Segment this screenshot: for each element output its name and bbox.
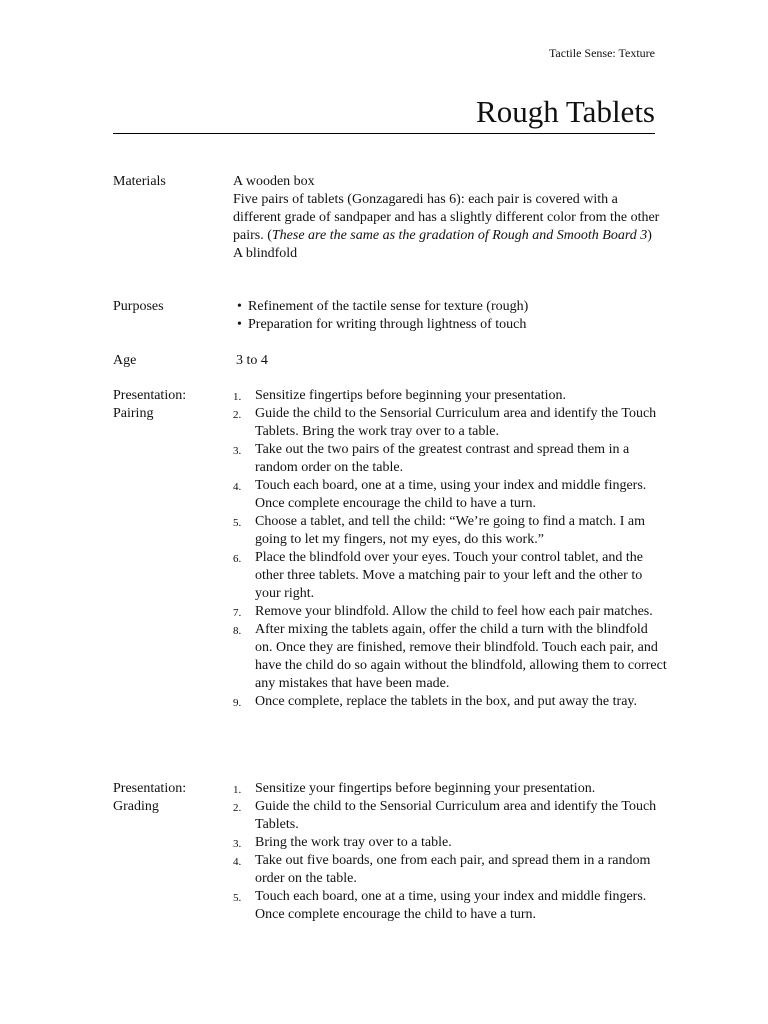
step-number: 3. (233, 838, 242, 850)
step-text: Remove your blindfold. Allow the child to feel how each pair matches. (255, 604, 653, 619)
pairing-step (233, 513, 668, 549)
pairing-step (233, 405, 668, 441)
materials-box: A wooden box (233, 174, 315, 189)
grading-label-heading: Presentation: (113, 781, 187, 796)
pairing-step (233, 621, 668, 693)
step-text: Sensitize fingertips before beginning your presentation. (255, 388, 567, 403)
grading-steps (233, 780, 668, 924)
pairing-step (233, 549, 668, 603)
step-number: 6. (233, 553, 242, 565)
step-text: After mixing the tablets again, offer the child a turn with the blindfold on. Once they are finished, remove their blindfold. Touch each pair, and have the child do so again without the blindfold, allowing them to correct any mistakes that have been made. (255, 622, 667, 691)
step-text: Touch each board, one at a time, using your index and middle fingers. Once complete encourage the child to have a turn. (255, 889, 647, 922)
step-number: 1. (233, 784, 242, 796)
step-text: Once complete, replace the tablets in the box, and put away the tray. (255, 694, 637, 709)
purpose-item: • Preparation for writing through lightness of touch (233, 316, 668, 334)
step-number: 1. (233, 391, 242, 403)
grading-label (113, 780, 228, 816)
materials-blindfold: A blindfold (233, 246, 298, 261)
materials-label: Materials (113, 174, 166, 189)
step-text: Guide the child to the Sensorial Curriculum area and identify the Touch Tablets. Bring the work tray over to a table. (255, 406, 657, 439)
step-text: Take out the two pairs of the greatest contrast and spread them in a random order on the table. (255, 442, 630, 475)
page-header: Tactile Sense: Texture (548, 46, 655, 60)
pairing-step (233, 387, 668, 405)
page-title: Rough Tablets (476, 94, 655, 129)
purposes-list (233, 298, 668, 334)
grading-content (233, 780, 668, 924)
age-label: Age (113, 353, 137, 368)
pairing-steps (233, 387, 668, 711)
step-text: Place the blindfold over your eyes. Touch your control tablet, and the other three tablets. Move a matching pair to your left and the other to your right. (255, 550, 643, 601)
step-text: Guide the child to the Sensorial Curriculum area and identify the Touch Tablets. (255, 799, 657, 832)
pairing-content (233, 387, 668, 711)
step-text: Choose a tablet, and tell the child: “We’re going to find a match. I am going to let my fingers, not my eyes, do this work.” (255, 514, 645, 547)
age-value: 3 to 4 (236, 353, 268, 368)
purposes-label: Purposes (113, 299, 164, 314)
pairing-step (233, 441, 668, 477)
pairing-label (113, 387, 228, 423)
materials-tablets (233, 191, 668, 245)
materials-tablets-note: These are the same as the gradation of Rough and Smooth Board 3 (271, 228, 648, 243)
pairing-step (233, 603, 668, 621)
step-text: Take out five boards, one from each pair, and spread them in a random order on the table. (255, 853, 651, 886)
step-number: 8. (233, 625, 242, 637)
step-number: 7. (233, 607, 242, 619)
step-number: 2. (233, 802, 242, 814)
materials-tablets-text: Five pairs of tablets (Gonzagaredi has 6): each pair is covered with a different grade of sandpaper and has a slightly different color from the other pairs. ( (233, 192, 660, 243)
purpose-item: • Refinement of the tactile sense for texture (rough) (233, 298, 668, 316)
step-number: 4. (233, 856, 242, 868)
title-divider (113, 133, 655, 134)
step-number: 5. (233, 517, 242, 529)
purposes-content (233, 298, 668, 334)
grading-step (233, 798, 668, 834)
pairing-step (233, 693, 668, 711)
grading-step (233, 780, 668, 798)
materials-content (233, 173, 668, 263)
grading-label-name: Grading (113, 799, 159, 814)
step-number: 3. (233, 445, 242, 457)
grading-step (233, 888, 668, 924)
step-text: Touch each board, one at a time, using your index and middle fingers. Once complete encourage the child to have a turn. (255, 478, 647, 511)
step-number: 5. (233, 892, 242, 904)
step-text: Bring the work tray over to a table. (255, 835, 452, 850)
step-number: 9. (233, 697, 242, 709)
materials-tablets-close: ) (647, 228, 652, 243)
step-number: 2. (233, 409, 242, 421)
pairing-label-name: Pairing (113, 406, 154, 421)
pairing-label-heading: Presentation: (113, 388, 187, 403)
step-text: Sensitize your fingertips before beginning your presentation. (255, 781, 596, 796)
grading-step (233, 852, 668, 888)
grading-step (233, 834, 668, 852)
pairing-step (233, 477, 668, 513)
step-number: 4. (233, 481, 242, 493)
